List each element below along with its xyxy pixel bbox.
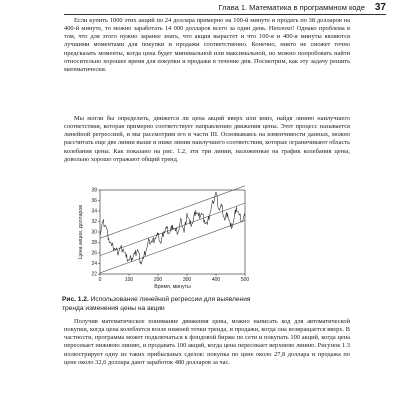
page-number: 37	[374, 1, 386, 13]
figure-1-2	[62, 184, 252, 292]
x-tick-label: 500	[240, 277, 250, 283]
y-tick-label: 38	[91, 187, 97, 194]
y-tick-label: 30	[91, 229, 97, 236]
figure-caption	[62, 296, 262, 313]
x-tick-label: 400	[211, 277, 221, 283]
x-tick-label: 100	[124, 277, 134, 283]
body-paragraph-3: Получив математическое понимание движения цены, можно написать код для автоматической покупки, когда цена колеблется возле нижней точки тренда, и продажи, когда она возвращается вверх. В частности, программа может подключаться к фондовой бирже по сети и покупать 100 акций, когда цена пересекает нижнюю линию, и продавать 100 акций, когда цена пересекает верхнюю линию. Рисунок 1.3 иллюстрирует одну из таких прибыльных сделок: покупка по цене около 27,8 доллара и продажа по цене около 32,6 доллара дают заработок 480 долларов за час.	[64, 318, 350, 366]
y-tick-label: 34	[91, 208, 97, 215]
stock-price-chart	[62, 184, 252, 292]
body-paragraph-2: Мы могли бы определить, движется ли цена акций вверх или вниз, найдя линию наилучшего соответствия, которая примерно соответствует направлению движения цены. Этот процесс называется линейной регрессией, и мы рассмотрим его в части III. Основываясь на изменчивости данных, можно рассчитать еще две линии выше и ниже линии наилучшего соответствия, которые ограничивают область колебания цены. Как показано на рис. 1.2, эти три линии, наложенные на график колебания цены, довольно хорошо отражают общий тренд.	[64, 115, 350, 163]
header-rule	[64, 14, 386, 15]
x-tick-label: 200	[153, 277, 163, 283]
page-header	[0, 0, 420, 14]
y-tick-label: 26	[91, 250, 97, 257]
x-tick-label: 300	[182, 277, 192, 283]
figure-caption-text: Использование линейной регрессии для выявления тренда изменения цены на акции	[62, 296, 251, 312]
figure-caption-label: Рис. 1.2.	[62, 296, 89, 303]
y-tick-label: 32	[91, 219, 97, 226]
y-tick-label: 36	[91, 198, 97, 205]
y-tick-label: 24	[91, 261, 97, 268]
running-head: Глава 1. Математика в программном коде	[218, 2, 365, 12]
trend-line-upper	[100, 186, 245, 239]
y-axis-label: Цена акции, долларов	[78, 205, 84, 259]
y-tick-label: 28	[91, 240, 97, 247]
plot-frame	[100, 190, 245, 274]
body-paragraph-1: Если купить 1000 этих акций по 24 доллара примерно на 100-й минуте и продать по 38 долларов на 400-й минуте, то можно заработать 14 000 долларов всего за один день. Неплохо! Однако проблема в том, что для этого нужно заранее знать, что акция вырастет и что 100-я и 400-я минуты являются лучшими моментами для покупки и продажи соответственно. Конечно, никто не сможет точно предсказать моменты, когда цена будет минимальной или максимальной, но можно попробовать найти относительно хорошее время для покупки и продажи в течение дня. Посмотрим, как эту задачу решить математически.	[64, 17, 350, 73]
y-tick-label: 22	[91, 271, 97, 278]
x-axis-label: Время, минуты	[154, 284, 191, 290]
x-tick-label: 0	[98, 277, 102, 283]
